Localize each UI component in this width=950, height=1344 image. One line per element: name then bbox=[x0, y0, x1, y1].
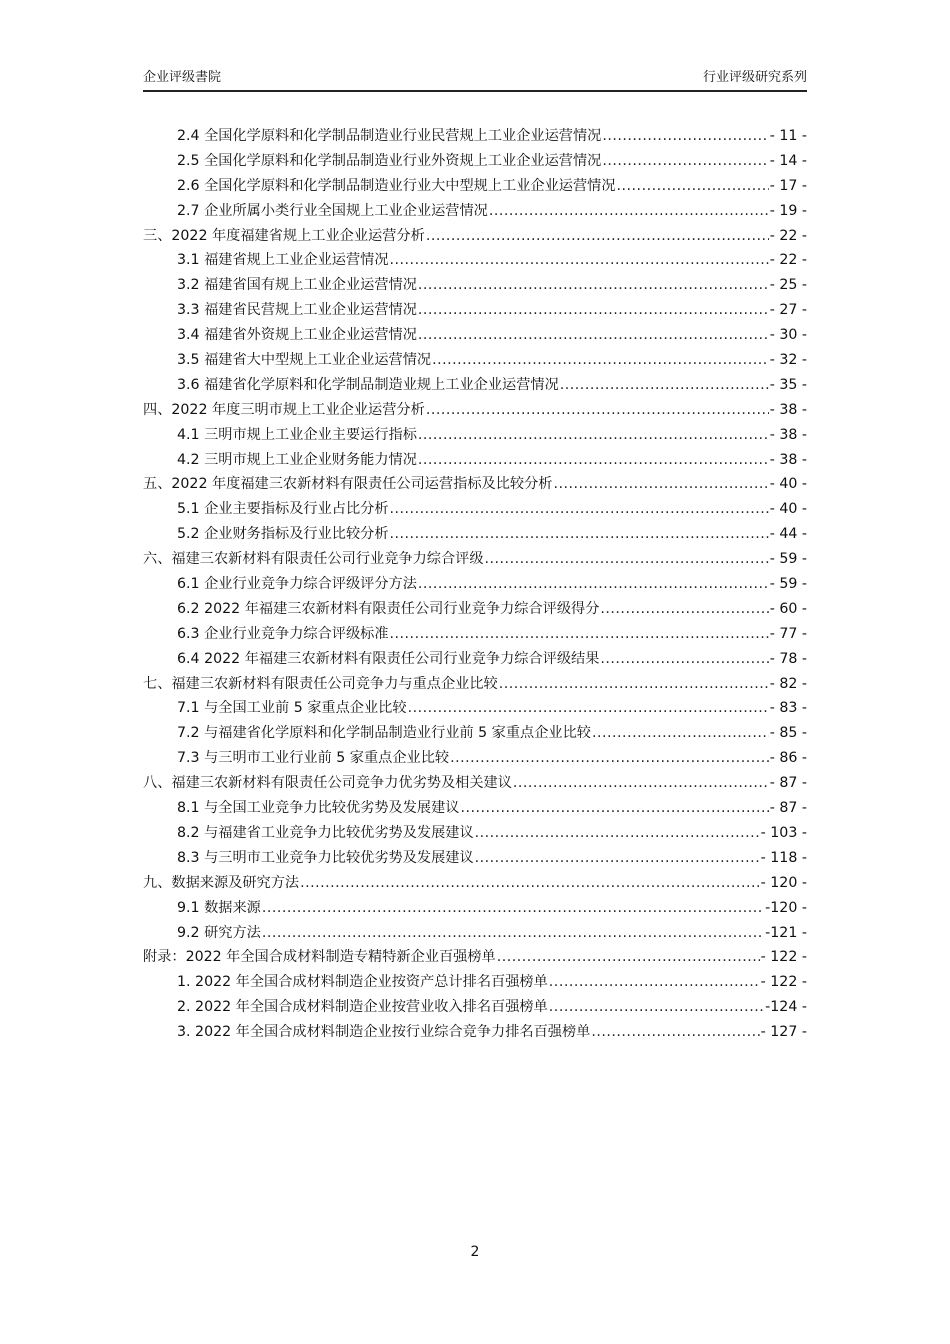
toc-entry-page: - 103 - bbox=[760, 824, 807, 841]
toc-entry-title: 3.5 福建省大中型规上工业企业运营情况 bbox=[177, 352, 432, 369]
toc-chapter-entry[interactable] bbox=[143, 547, 807, 572]
toc-section-entry[interactable] bbox=[143, 199, 807, 224]
toc-section-entry[interactable] bbox=[143, 497, 807, 522]
dot-leader bbox=[418, 323, 769, 348]
toc-entry-page: - 60 - bbox=[769, 600, 807, 617]
toc-section-entry[interactable] bbox=[143, 597, 807, 622]
toc-entry-page: - 40 - bbox=[769, 501, 807, 518]
dot-leader bbox=[602, 149, 768, 174]
dot-leader bbox=[560, 373, 769, 398]
toc-section-entry[interactable] bbox=[143, 423, 807, 448]
dot-leader bbox=[475, 821, 760, 846]
dot-leader bbox=[390, 248, 769, 273]
toc-section-entry[interactable] bbox=[143, 647, 807, 672]
dot-leader bbox=[617, 174, 769, 199]
toc-entry-title: 3.4 福建省外资规上工业企业运营情况 bbox=[177, 327, 417, 344]
toc-section-entry[interactable] bbox=[143, 298, 807, 323]
toc-entry-title: 五、2022 年度福建三农新材料有限责任公司运营指标及比较分析 bbox=[143, 476, 553, 493]
dot-leader bbox=[600, 597, 768, 622]
toc-section-entry[interactable] bbox=[143, 348, 807, 373]
page-number: 2 bbox=[470, 1244, 480, 1260]
toc-entry-page: - 78 - bbox=[769, 650, 807, 667]
header-series: 行业评级研究系列 bbox=[702, 70, 807, 85]
toc-chapter-entry[interactable] bbox=[143, 398, 807, 423]
toc-section-entry[interactable] bbox=[143, 1020, 807, 1045]
toc-section-entry[interactable] bbox=[143, 273, 807, 298]
dot-leader bbox=[489, 199, 769, 224]
toc-entry-page: - 22 - bbox=[769, 227, 807, 244]
dot-leader bbox=[591, 1020, 759, 1045]
toc-entry-title: 2.4 全国化学原料和化学制品制造业行业民营规上工业企业运营情况 bbox=[177, 128, 602, 144]
toc-section-entry[interactable] bbox=[143, 970, 807, 995]
toc-entry-page: - 127 - bbox=[760, 1024, 807, 1041]
toc-section-entry[interactable] bbox=[143, 846, 807, 871]
toc-entry-page: - 14 - bbox=[769, 152, 807, 169]
toc-entry-title: 4.1 三明市规上工业企业主要运行指标 bbox=[177, 426, 417, 443]
dot-leader bbox=[390, 622, 769, 647]
toc-entry-title: 2.6 全国化学原料和化学制品制造业行业大中型规上工业企业运营情况 bbox=[177, 177, 616, 194]
dot-leader bbox=[460, 796, 768, 821]
toc-chapter-entry[interactable] bbox=[143, 672, 807, 697]
toc-entry-page: - 32 - bbox=[769, 352, 807, 369]
dot-leader bbox=[499, 672, 769, 697]
toc-entry-title: 7.2 与福建省化学原料和化学制品制造业行业前 5 家重点企业比较 bbox=[177, 725, 591, 742]
toc-entry-title: 6.1 企业行业竞争力综合评级评分方法 bbox=[177, 576, 417, 593]
dot-leader bbox=[390, 522, 769, 547]
toc-section-entry[interactable] bbox=[143, 821, 807, 846]
toc-entry-title: 5.1 企业主要指标及行业占比分析 bbox=[177, 501, 389, 518]
toc-entry-title: 3. 2022 年全国合成材料制造企业按行业综合竞争力排名百强榜单 bbox=[177, 1024, 591, 1041]
toc-entry-page: - 59 - bbox=[769, 551, 807, 568]
toc-section-entry[interactable] bbox=[143, 174, 807, 199]
toc-entry-page: - 59 - bbox=[769, 576, 807, 593]
dot-leader bbox=[592, 721, 769, 746]
toc-entry-title: 9.1 数据来源 bbox=[177, 899, 261, 916]
toc-entry-title: 9.2 研究方法 bbox=[177, 924, 261, 941]
toc-entry-page: - 40 - bbox=[769, 476, 807, 493]
toc-section-entry[interactable] bbox=[143, 721, 807, 746]
toc-entry-title: 附录：2022 年全国合成材料制造专精特新企业百强榜单 bbox=[143, 949, 496, 966]
toc-entry-title: 7.1 与全国工业前 5 家重点企业比较 bbox=[177, 700, 407, 717]
toc-section-entry[interactable] bbox=[143, 746, 807, 771]
toc-chapter-entry[interactable] bbox=[143, 945, 807, 970]
toc-entry-title: 6.4 2022 年福建三农新材料有限责任公司行业竞争力综合评级结果 bbox=[177, 650, 600, 667]
toc-entry-page: - 83 - bbox=[769, 700, 807, 717]
toc-section-entry[interactable] bbox=[143, 248, 807, 273]
dot-leader bbox=[426, 224, 769, 249]
toc-entry-title: 2.7 企业所属小类行业全国规上工业企业运营情况 bbox=[177, 202, 488, 219]
toc-entry-title: 四、2022 年度三明市规上工业企业运营分析 bbox=[143, 401, 425, 418]
toc-section-entry[interactable] bbox=[143, 921, 807, 946]
toc-entry-title: 3.2 福建省国有规上工业企业运营情况 bbox=[177, 277, 417, 294]
dot-leader bbox=[300, 871, 760, 896]
dot-leader bbox=[418, 572, 769, 597]
header-publisher: 企业评级書院 bbox=[143, 70, 222, 85]
dot-leader bbox=[418, 448, 769, 473]
toc-entry-page: - 27 - bbox=[769, 302, 807, 319]
toc-entry-title: 2. 2022 年全国合成材料制造企业按营业收入排名百强榜单 bbox=[177, 999, 548, 1016]
toc-entry-page: - 30 - bbox=[769, 327, 807, 344]
toc-entry-title: 1. 2022 年全国合成材料制造企业按资产总计排名百强榜单 bbox=[177, 974, 548, 991]
toc-entry-title: 八、福建三农新材料有限责任公司竞争力优劣势及相关建议 bbox=[143, 775, 512, 792]
toc-entry-title: 6.2 2022 年福建三农新材料有限责任公司行业竞争力综合评级得分 bbox=[177, 600, 600, 617]
dot-leader bbox=[600, 647, 768, 672]
toc-entry-page: - 38 - bbox=[769, 401, 807, 418]
toc-entry-page: - 38 - bbox=[769, 426, 807, 443]
toc-chapter-entry[interactable] bbox=[143, 472, 807, 497]
toc-entry-page: - 77 - bbox=[769, 625, 807, 642]
dot-leader bbox=[418, 273, 769, 298]
dot-leader bbox=[262, 896, 764, 921]
table-of-contents bbox=[143, 124, 807, 1045]
dot-leader bbox=[513, 771, 769, 796]
toc-entry-title: 8.1 与全国工业竞争力比较优劣势及发展建议 bbox=[177, 800, 460, 817]
toc-section-entry[interactable] bbox=[143, 448, 807, 473]
toc-section-entry[interactable] bbox=[143, 149, 807, 174]
dot-leader bbox=[262, 921, 764, 946]
toc-section-entry[interactable] bbox=[143, 796, 807, 821]
toc-entry-page: - 120 - bbox=[760, 874, 807, 891]
toc-entry-page: - 25 - bbox=[769, 277, 807, 294]
toc-entry-title: 七、福建三农新材料有限责任公司竞争力与重点企业比较 bbox=[143, 675, 498, 692]
toc-section-entry[interactable] bbox=[143, 995, 807, 1020]
toc-chapter-entry[interactable] bbox=[143, 871, 807, 896]
toc-section-entry[interactable] bbox=[143, 373, 807, 398]
toc-chapter-entry[interactable] bbox=[143, 771, 807, 796]
toc-entry-title: 3.6 福建省化学原料和化学制品制造业规上工业企业运营情况 bbox=[177, 376, 559, 393]
toc-entry-page: - 87 - bbox=[769, 775, 807, 792]
toc-entry-page: - 122 - bbox=[760, 949, 807, 966]
toc-entry-title: 8.3 与三明市工业竞争力比较优劣势及发展建议 bbox=[177, 849, 474, 866]
toc-entry-page: -120 - bbox=[765, 899, 807, 916]
toc-entry-page: - 17 - bbox=[769, 177, 807, 194]
toc-entry-page: - 82 - bbox=[769, 675, 807, 692]
toc-entry-title: 8.2 与福建省工业竞争力比较优劣势及发展建议 bbox=[177, 824, 474, 841]
toc-entry-page: -121 - bbox=[765, 924, 807, 941]
dot-leader bbox=[418, 423, 769, 448]
toc-entry-title: 5.2 企业财务指标及行业比较分析 bbox=[177, 526, 389, 543]
dot-leader bbox=[450, 746, 769, 771]
dot-leader bbox=[497, 945, 760, 970]
toc-entry-page: - 86 - bbox=[769, 750, 807, 767]
toc-entry-page: -124 - bbox=[765, 999, 807, 1016]
toc-entry-page: - 122 - bbox=[760, 974, 807, 991]
toc-entry-title: 3.1 福建省规上工业企业运营情况 bbox=[177, 252, 389, 269]
toc-section-entry[interactable] bbox=[143, 622, 807, 647]
toc-entry-page: - 85 - bbox=[769, 725, 807, 742]
toc-entry-title: 九、数据来源及研究方法 bbox=[143, 874, 300, 891]
dot-leader bbox=[426, 398, 769, 423]
toc-entry-title: 7.3 与三明市工业行业前 5 家重点企业比较 bbox=[177, 750, 450, 767]
dot-leader bbox=[485, 547, 769, 572]
page-header bbox=[143, 68, 807, 92]
dot-leader bbox=[554, 472, 769, 497]
toc-section-entry[interactable] bbox=[143, 696, 807, 721]
toc-entry-page: - 35 - bbox=[769, 376, 807, 393]
toc-section-entry[interactable] bbox=[143, 572, 807, 597]
toc-entry-title: 6.3 企业行业竞争力综合评级标准 bbox=[177, 625, 389, 642]
toc-entry-page: - 11 - bbox=[769, 128, 807, 144]
toc-entry-page: - 19 - bbox=[769, 202, 807, 219]
toc-entry-title: 4.2 三明市规上工业企业财务能力情况 bbox=[177, 451, 417, 468]
toc-section-entry[interactable] bbox=[143, 124, 807, 149]
toc-entry-title: 3.3 福建省民营规上工业企业运营情况 bbox=[177, 302, 417, 319]
dot-leader bbox=[549, 970, 760, 995]
toc-section-entry[interactable] bbox=[143, 323, 807, 348]
dot-leader bbox=[475, 846, 760, 871]
toc-entry-page: - 118 - bbox=[760, 849, 807, 866]
toc-entry-title: 六、福建三农新材料有限责任公司行业竞争力综合评级 bbox=[143, 551, 484, 568]
dot-leader bbox=[418, 298, 769, 323]
dot-leader bbox=[602, 124, 768, 149]
dot-leader bbox=[432, 348, 769, 373]
toc-chapter-entry[interactable] bbox=[143, 224, 807, 249]
toc-entry-page: - 87 - bbox=[769, 800, 807, 817]
toc-entry-page: - 44 - bbox=[769, 526, 807, 543]
toc-section-entry[interactable] bbox=[143, 896, 807, 921]
toc-entry-page: - 38 - bbox=[769, 451, 807, 468]
dot-leader bbox=[549, 995, 764, 1020]
toc-section-entry[interactable] bbox=[143, 522, 807, 547]
toc-entry-title: 三、2022 年度福建省规上工业企业运营分析 bbox=[143, 227, 425, 244]
toc-entry-title: 2.5 全国化学原料和化学制品制造业行业外资规上工业企业运营情况 bbox=[177, 152, 602, 169]
toc-entry-page: - 22 - bbox=[769, 252, 807, 269]
dot-leader bbox=[390, 497, 769, 522]
dot-leader bbox=[408, 696, 769, 721]
